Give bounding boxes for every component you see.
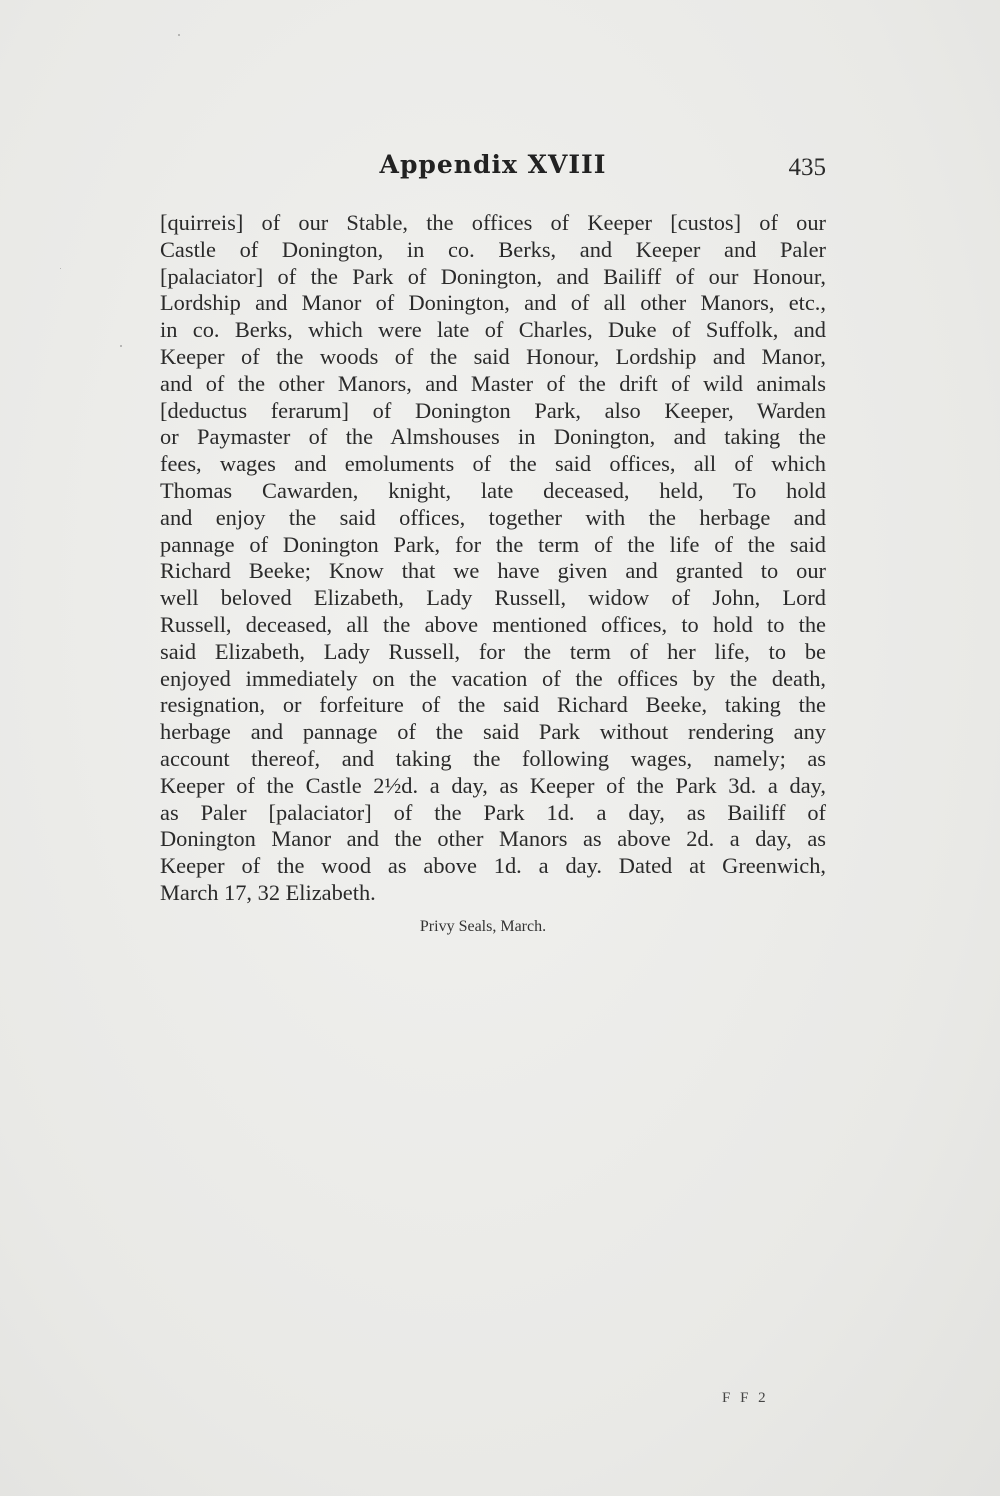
text-line: Richard Beeke; Know that we have given and granted to our [160,558,826,584]
text-line: Castle of Donington, in co. Berks, and Keeper and Paler [160,236,826,262]
text-line: [palaciator] of the Park of Donington, and Bailiff of our Honour, [160,263,826,289]
text-line: Keeper of the woods of the said Honour, Lordship and Manor, [160,343,826,369]
text-line: fees, wages and emoluments of the said offices, all of which [160,451,826,477]
text-line: herbage and pannage of the said Park without rendering any [160,719,826,745]
signature-mark: F F 2 [722,1390,769,1406]
text-line: Lordship and Manor of Donington, and of all other Manors, etc., [160,290,826,316]
text-line: and enjoy the said offices, together with the herbage and [160,504,826,530]
text-line: Keeper of the Castle 2½d. a day, as Keeper of the Park 3d. a day, [160,772,826,798]
page-header [160,150,826,190]
text-line: and of the other Manors, and Master of the drift of wild animals [160,370,826,396]
paper-speck [120,345,122,347]
text-line: [deductus ferarum] of Donington Park, also Keeper, Warden [160,397,826,423]
text-line: as Paler [palaciator] of the Park 1d. a day, as Bailiff of [160,799,826,825]
text-line: said Elizabeth, Lady Russell, for the term of her life, to be [160,638,826,664]
text-line: pannage of Donington Park, for the term of the life of the said [160,531,826,557]
body-text [160,210,826,907]
text-line: well beloved Elizabeth, Lady Russell, widow of John, Lord [160,585,826,611]
text-line: Russell, deceased, all the above mentioned offices, to hold to the [160,611,826,637]
text-line: enjoyed immediately on the vacation of the offices by the death, [160,665,826,691]
text-line: Donington Manor and the other Manors as above 2d. a day, as [160,826,826,852]
text-line: March 17, 32 Elizabeth. [160,879,376,905]
source-note: Privy Seals, March. [419,918,547,935]
paper-speck [178,34,180,36]
text-line: resignation, or forfeiture of the said Richard Beeke, taking the [160,692,826,718]
page-number: 435 [788,154,826,181]
running-title: Appendix XVIII [379,150,607,179]
paper-speck [60,268,61,269]
text-line: Keeper of the wood as above 1d. a day. Dated at Greenwich, [160,853,826,879]
text-line: account thereof, and taking the following wages, namely; as [160,745,826,771]
text-line: or Paymaster of the Almshouses in Donington, and taking the [160,424,826,450]
text-line: in co. Berks, which were late of Charles, Duke of Suffolk, and [160,317,826,343]
text-line: [quirreis] of our Stable, the offices of Keeper [custos] of our [160,210,826,235]
text-line: Thomas Cawarden, knight, late deceased, held, To hold [160,477,826,503]
